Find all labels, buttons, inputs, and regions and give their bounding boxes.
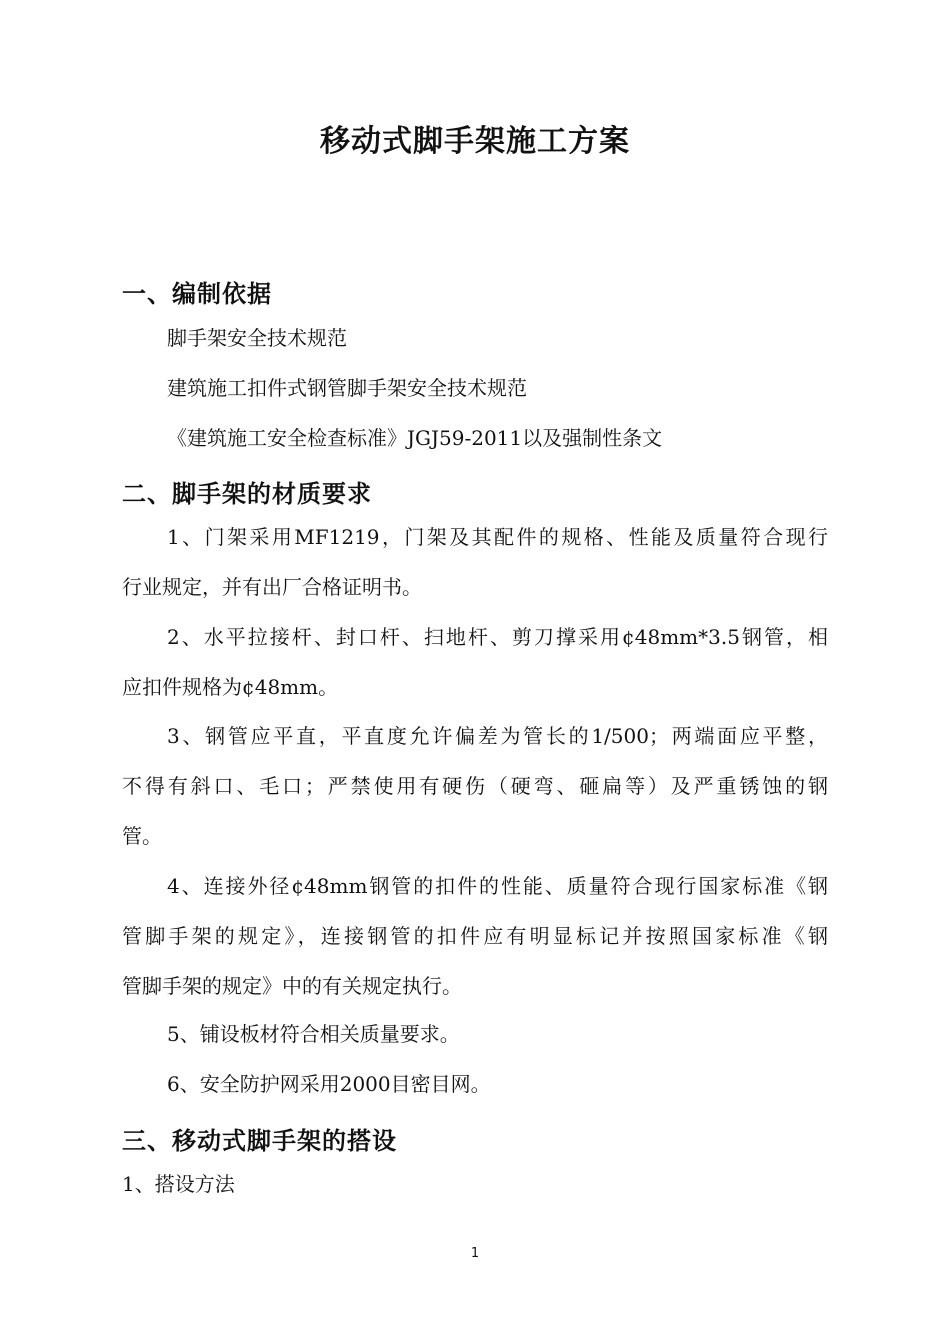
section-1-heading: 一、编制依据: [122, 280, 272, 308]
material-req-6: 6、安全防护网采用2000目密目网。: [167, 1072, 491, 1096]
basis-item-2: 建筑施工扣件式钢管脚手架安全技术规范: [167, 376, 527, 400]
material-req-4-line-2: 管脚手架的规定》，连接钢管的扣件应有明显标记并按照国家标准《钢: [122, 924, 828, 948]
material-req-2-line-1: 2、水平拉接杆、封口杆、扫地杆、剪刀撑采用¢48mm*3.5钢管，相: [167, 625, 828, 649]
basis-item-1: 脚手架安全技术规范: [167, 326, 347, 350]
section-2-heading: 二、脚手架的材质要求: [122, 480, 372, 508]
material-req-5: 5、铺设板材符合相关质量要求。: [167, 1022, 460, 1046]
material-req-3-line-1: 3、钢管应平直，平直度允许偏差为管长的1/500；两端面应平整，: [167, 724, 828, 748]
material-req-1-line-2: 行业规定，并有出厂合格证明书。: [122, 575, 422, 599]
subsection-1-heading: 1、搭设方法: [122, 1172, 235, 1196]
material-req-3-line-3: 管。: [122, 824, 162, 848]
basis-item-3: 《建筑施工安全检查标准》JGJ59-2011以及强制性条文: [167, 426, 663, 450]
page-number: 1: [470, 1246, 480, 1261]
material-req-3-line-2: 不得有斜口、毛口；严禁使用有硬伤（硬弯、砸扁等）及严重锈蚀的钢: [122, 774, 828, 798]
section-3-heading: 三、移动式脚手架的搭设: [122, 1127, 397, 1155]
material-req-1-line-1: 1、门架采用MF1219，门架及其配件的规格、性能及质量符合现行: [167, 525, 828, 549]
material-req-4-line-3: 管脚手架的规定》中的有关规定执行。: [122, 974, 462, 998]
material-req-4-line-1: 4、连接外径¢48mm钢管的扣件的性能、质量符合现行国家标准《钢: [167, 874, 828, 898]
material-req-2-line-2: 应扣件规格为¢48mm。: [122, 675, 339, 699]
document-title: 移动式脚手架施工方案: [320, 124, 630, 159]
